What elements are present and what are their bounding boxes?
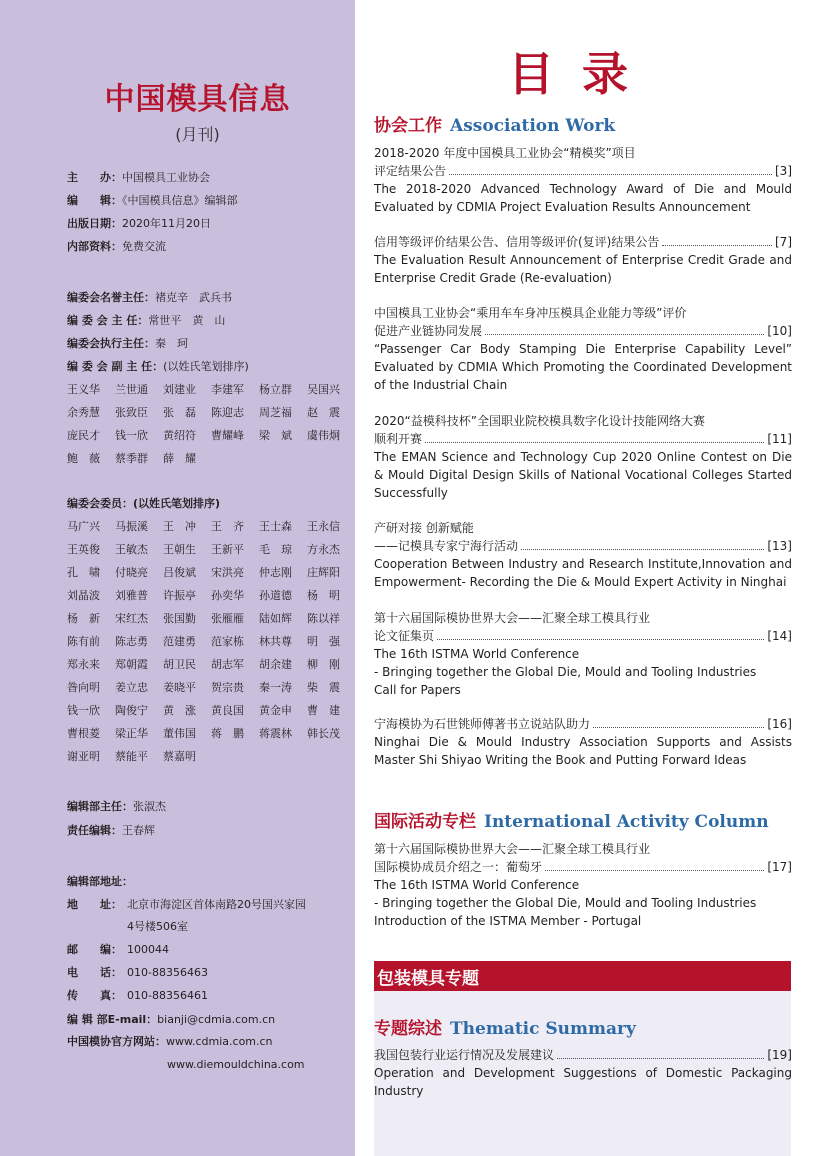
name: 付晓亮 bbox=[115, 566, 148, 579]
name: 王士森 bbox=[259, 520, 292, 533]
toc-entry[interactable] bbox=[374, 144, 792, 216]
name: 王朝生 bbox=[163, 543, 196, 556]
toc-entry[interactable] bbox=[374, 715, 792, 769]
entry-title-en: The 16th ISTMA World Conference bbox=[374, 878, 580, 892]
name: 杨 新 bbox=[67, 612, 100, 625]
contact-row: 地 址： 北京市海淀区首体南路20号国兴家园 bbox=[67, 898, 306, 911]
name: 蒋 鹏 bbox=[211, 727, 244, 740]
name: 陈迎志 bbox=[211, 406, 244, 419]
entry-title-cn: 评定结果公告 bbox=[374, 164, 447, 178]
name-row bbox=[67, 612, 355, 635]
section-heading: 协会工作 Association Work bbox=[374, 116, 616, 136]
name: 虞伟炯 bbox=[307, 429, 340, 442]
name: 姜晓平 bbox=[163, 681, 196, 694]
name: 董伟国 bbox=[163, 727, 196, 740]
name: 毛 琼 bbox=[259, 543, 292, 556]
name: 杨 明 bbox=[307, 589, 340, 602]
entry-title-cn: ——记模具专家宁海行活动 bbox=[374, 539, 519, 553]
name: 张国勤 bbox=[163, 612, 196, 625]
toc-entry[interactable] bbox=[374, 412, 792, 502]
name: 柳 刚 bbox=[307, 658, 340, 671]
name-row bbox=[67, 383, 355, 406]
info-row: 主 办：中国模具工业协会 bbox=[67, 171, 210, 184]
entry-title-cn: 2018-2020 年度中国模具工业协会“精模奖”项目 bbox=[374, 146, 636, 160]
name: 昝向明 bbox=[67, 681, 100, 694]
name: 黄绍符 bbox=[163, 429, 196, 442]
name: 许振亭 bbox=[163, 589, 196, 602]
name: 张雁雁 bbox=[211, 612, 244, 625]
name: 薛 耀 bbox=[163, 452, 196, 465]
entry-title-en: Ninghai Die & Mould Industry Association Supports and Assists Master Shi Shiyao Writing the Book and Putting Forward Ideas bbox=[374, 735, 792, 767]
name: 周芝福 bbox=[259, 406, 292, 419]
name: 鲍 薇 bbox=[67, 452, 100, 465]
entry-title-en: - Bringing together the Global Die, Mould and Tooling Industries bbox=[374, 665, 757, 679]
info-row: 出版日期：2020年11月20日 bbox=[67, 217, 211, 230]
members-list bbox=[67, 520, 355, 773]
name: 张致臣 bbox=[115, 406, 148, 419]
name: 陈有前 bbox=[67, 635, 100, 648]
name: 方永杰 bbox=[307, 543, 340, 556]
name: 刘雅普 bbox=[115, 589, 148, 602]
name: 蔡能平 bbox=[115, 750, 148, 763]
committee-row: 编委会名誉主任：褚克辛 武兵书 bbox=[67, 291, 232, 304]
name: 仲志刚 bbox=[259, 566, 292, 579]
toc-entry[interactable] bbox=[374, 1046, 792, 1100]
name: 王敏杰 bbox=[115, 543, 148, 556]
contact-row: 邮 编： 100044 bbox=[67, 943, 169, 956]
name: 宋洪亮 bbox=[211, 566, 244, 579]
entry-title-en: Introduction of the ISTMA Member - Portugal bbox=[374, 914, 642, 928]
name: 马广兴 bbox=[67, 520, 100, 533]
committee-row: 编 委 会 主 任：常世平 黄 山 bbox=[67, 314, 226, 327]
name: 胡志军 bbox=[211, 658, 244, 671]
page-number: [3] bbox=[775, 164, 792, 178]
name: 王新平 bbox=[211, 543, 244, 556]
name: 胡余建 bbox=[259, 658, 292, 671]
name: 胡卫民 bbox=[163, 658, 196, 671]
editor-chief-row: 编辑部主任：张淑杰 bbox=[67, 800, 166, 813]
name: 秦一涛 bbox=[259, 681, 292, 694]
name: 陈志勇 bbox=[115, 635, 148, 648]
name: 孙道德 bbox=[259, 589, 292, 602]
entry-title-en: “Passenger Car Body Stamping Die Enterprise Capability Level” Evaluated by CDMIA Which Promoting the Coordinated Development of the Industrial Chain bbox=[374, 342, 792, 392]
vice-directors-list bbox=[67, 383, 355, 475]
entry-title-en: - Bringing together the Global Die, Mould and Tooling Industries bbox=[374, 896, 757, 910]
name: 赵 震 bbox=[307, 406, 340, 419]
entry-title-en: The 16th ISTMA World Conference bbox=[374, 647, 580, 661]
name: 王英俊 bbox=[67, 543, 100, 556]
members-heading: 编委会委员：(以姓氏笔划排序) bbox=[67, 497, 221, 510]
page-number: [17] bbox=[767, 860, 792, 874]
name: 蔡季群 bbox=[115, 452, 148, 465]
section-heading: 专题综述 Thematic Summary bbox=[374, 1019, 636, 1039]
toc-entry[interactable] bbox=[374, 609, 792, 699]
contact-row: 电 话： 010-88356463 bbox=[67, 966, 208, 979]
name: 曹 建 bbox=[307, 704, 340, 717]
entry-title-cn: 中国模具工业协会“乘用车车身冲压模具企业能力等级”评价 bbox=[374, 306, 687, 320]
magazine-frequency: (月刊) bbox=[175, 125, 220, 144]
page-number: [16] bbox=[767, 717, 792, 731]
entry-title-en: Cooperation Between Industry and Research Institute,Innovation and Empowerment- Recording the Die & Mould Expert Activity in Ninghai bbox=[374, 557, 792, 589]
name: 梁正华 bbox=[115, 727, 148, 740]
address-heading: 编辑部地址： bbox=[67, 875, 133, 888]
name: 谢亚明 bbox=[67, 750, 100, 763]
entry-title-cn: 宁海模协为石世铫师傅著书立说站队助力 bbox=[374, 717, 591, 731]
name: 韩长茂 bbox=[307, 727, 340, 740]
name-row bbox=[67, 681, 355, 704]
name: 黄良国 bbox=[211, 704, 244, 717]
entry-title-cn: 论文征集页 bbox=[374, 629, 435, 643]
page-number: [7] bbox=[775, 235, 792, 249]
name: 宋红杰 bbox=[115, 612, 148, 625]
name: 张 磊 bbox=[163, 406, 196, 419]
name: 王 冲 bbox=[163, 520, 196, 533]
name-row bbox=[67, 635, 355, 658]
name: 范建勇 bbox=[163, 635, 196, 648]
name: 马振溪 bbox=[115, 520, 148, 533]
name-row bbox=[67, 727, 355, 750]
toc-title: 目录 bbox=[508, 47, 656, 101]
name: 吴国兴 bbox=[307, 383, 340, 396]
name-row bbox=[67, 750, 355, 773]
editor-row: 责任编辑：王春辉 bbox=[67, 824, 155, 837]
name: 孙奕华 bbox=[211, 589, 244, 602]
contact-row: 4号楼506室 bbox=[127, 920, 188, 933]
entry-title-cn: 国际模协成员介绍之一：葡萄牙 bbox=[374, 860, 543, 874]
contact-row: www.diemouldchina.com bbox=[167, 1058, 305, 1071]
page-number: [11] bbox=[767, 432, 792, 446]
name: 曹耀峰 bbox=[211, 429, 244, 442]
name-row bbox=[67, 429, 355, 452]
name-row bbox=[67, 589, 355, 612]
contact-row: 编 辑 部E-mail：bianji@cdmia.com.cn bbox=[67, 1013, 276, 1026]
entry-title-en: The Evaluation Result Announcement of Enterprise Credit Grade and Enterprise Credit Grade (Re-evaluation) bbox=[374, 253, 792, 285]
entry-title-cn: 2020“益模科技杯”全国职业院校模具数字化设计技能网络大赛 bbox=[374, 414, 705, 428]
entry-title-cn: 第十六届国际模协世界大会——汇聚全球工模具行业 bbox=[374, 842, 651, 856]
entry-title-en: Call for Papers bbox=[374, 683, 461, 697]
magazine-title: 中国模具信息 bbox=[104, 82, 291, 117]
name: 吕俊斌 bbox=[163, 566, 196, 579]
name: 王义华 bbox=[67, 383, 100, 396]
name: 杨立群 bbox=[259, 383, 292, 396]
entry-title-cn: 我国包装行业运行情况及发展建议 bbox=[374, 1048, 555, 1062]
toc-entry[interactable] bbox=[374, 233, 792, 287]
packaging-banner bbox=[374, 961, 791, 991]
name: 钱一欣 bbox=[115, 429, 148, 442]
contact-row: 中国模协官方网站：www.cdmia.com.cn bbox=[67, 1035, 273, 1048]
name: 贺宗贵 bbox=[211, 681, 244, 694]
name: 姜立忠 bbox=[115, 681, 148, 694]
name: 蒋震林 bbox=[259, 727, 292, 740]
page-number: [10] bbox=[767, 324, 792, 338]
name: 刘晶波 bbox=[67, 589, 100, 602]
page-number: [19] bbox=[767, 1048, 792, 1062]
name: 柴 震 bbox=[307, 681, 340, 694]
name-row bbox=[67, 520, 355, 543]
name: 李建军 bbox=[211, 383, 244, 396]
name: 王 齐 bbox=[211, 520, 244, 533]
name: 陈以祥 bbox=[307, 612, 340, 625]
name: 梁 斌 bbox=[259, 429, 292, 442]
name-row bbox=[67, 658, 355, 681]
contact-row: 传 真： 010-88356461 bbox=[67, 989, 208, 1002]
entry-title-cn: 产研对接 创新赋能 bbox=[374, 521, 474, 535]
name: 黄 涨 bbox=[163, 704, 196, 717]
name: 蔡嘉明 bbox=[163, 750, 196, 763]
name: 孔 啸 bbox=[67, 566, 100, 579]
entry-title-cn: 顺利开赛 bbox=[374, 432, 423, 446]
name-row bbox=[67, 543, 355, 566]
name: 陆如辉 bbox=[259, 612, 292, 625]
name-row bbox=[67, 452, 355, 475]
entry-title-cn: 信用等级评价结果公告、信用等级评价(复评)结果公告 bbox=[374, 235, 660, 249]
name: 余秀慧 bbox=[67, 406, 100, 419]
toc-entry[interactable] bbox=[374, 840, 792, 930]
entry-title-cn: 第十六届国际模协世界大会——汇聚全球工模具行业 bbox=[374, 611, 651, 625]
name: 陶俊宁 bbox=[115, 704, 148, 717]
page-number: [13] bbox=[767, 539, 792, 553]
name: 郑永来 bbox=[67, 658, 100, 671]
name: 曹根菱 bbox=[67, 727, 100, 740]
entry-title-en: The EMAN Science and Technology Cup 2020 Online Contest on Die & Mould Digital Design Skills of National Vocational Colleges Started Successfully bbox=[374, 450, 792, 500]
name: 刘建业 bbox=[163, 383, 196, 396]
name: 庄辉阳 bbox=[307, 566, 340, 579]
name: 黄金申 bbox=[259, 704, 292, 717]
toc-entry[interactable] bbox=[374, 304, 792, 394]
name: 庞民才 bbox=[67, 429, 100, 442]
entry-title-en: The 2018-2020 Advanced Technology Award of Die and Mould Evaluated by CDMIA Project Evaluation Results Announcement bbox=[374, 182, 792, 214]
packaging-banner-label: 包装模具专题 bbox=[377, 969, 479, 989]
name: 明 强 bbox=[307, 635, 340, 648]
name: 王永信 bbox=[307, 520, 340, 533]
entry-title-en: Operation and Development Suggestions of Domestic Packaging Industry bbox=[374, 1066, 792, 1098]
name: 范家栋 bbox=[211, 635, 244, 648]
name-row bbox=[67, 566, 355, 589]
name-row bbox=[67, 406, 355, 429]
info-row: 编 辑：《中国模具信息》编辑部 bbox=[67, 194, 238, 207]
info-row: 内部资料：免费交流 bbox=[67, 240, 166, 253]
name: 钱一欣 bbox=[67, 704, 100, 717]
name-row bbox=[67, 704, 355, 727]
section-heading: 国际活动专栏 International Activity Column bbox=[374, 812, 769, 832]
entry-title-cn: 促进产业链协同发展 bbox=[374, 324, 483, 338]
name: 郑朝霞 bbox=[115, 658, 148, 671]
name: 兰世通 bbox=[115, 383, 148, 396]
toc-entry[interactable] bbox=[374, 519, 792, 591]
name: 林共尊 bbox=[259, 635, 292, 648]
committee-row: 编 委 会 副 主 任：(以姓氏笔划排序) bbox=[67, 360, 249, 373]
committee-row: 编委会执行主任：秦 珂 bbox=[67, 337, 188, 350]
page-number: [14] bbox=[767, 629, 792, 643]
